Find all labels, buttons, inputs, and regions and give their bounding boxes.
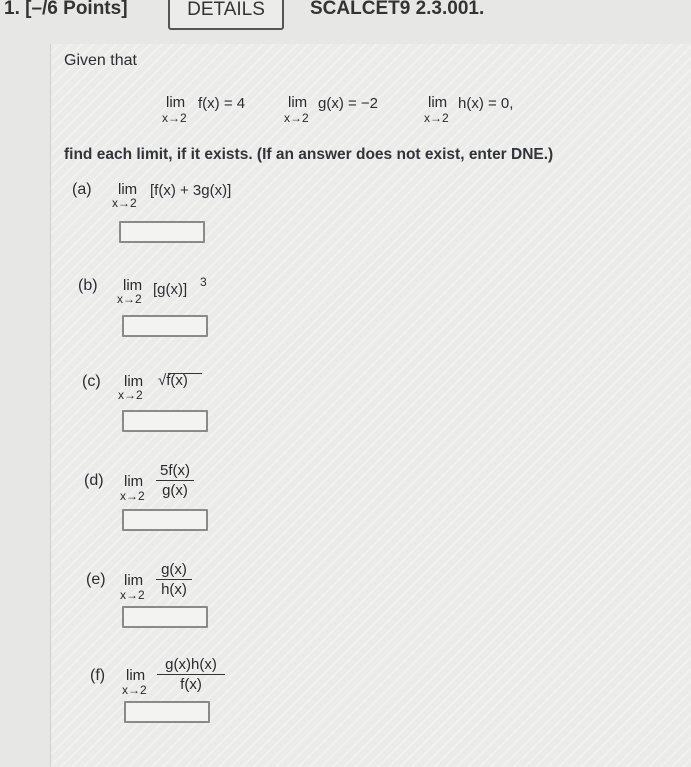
- part-expr: [g(x)]: [153, 281, 188, 298]
- answer-input-b[interactable]: [122, 315, 208, 337]
- lim-subscript: x→2: [284, 111, 309, 125]
- details-button[interactable]: DETAILS: [168, 0, 284, 30]
- answer-input-e[interactable]: [122, 606, 208, 628]
- part-expr: [f(x) + 3g(x)]: [150, 182, 232, 199]
- intro-text: Given that: [64, 52, 137, 69]
- numerator: g(x): [161, 561, 187, 578]
- problem-code: SCALCET9 2.3.001.: [310, 0, 485, 19]
- exponent: 3: [200, 275, 207, 289]
- radical-bar: [168, 373, 202, 374]
- fraction: [156, 561, 192, 598]
- lim-word: lim: [124, 572, 144, 589]
- instructions-text: find each limit, if it exists. (If an answer does not exist, enter DNE.): [64, 146, 554, 163]
- denominator: f(x): [180, 676, 202, 693]
- part-expr: √f(x): [158, 372, 188, 389]
- part-label: (a): [72, 181, 92, 198]
- answer-input-a[interactable]: [119, 221, 205, 243]
- part-label: (c): [82, 373, 101, 390]
- lim-word: lim: [124, 473, 144, 490]
- part-label: (b): [78, 277, 98, 294]
- given-f-expr: f(x) = 4: [198, 95, 246, 112]
- fraction-bar: [156, 579, 192, 580]
- lim-word: lim: [118, 181, 138, 198]
- denominator: h(x): [161, 581, 187, 598]
- lim-word: lim: [428, 94, 448, 111]
- lim-word: lim: [124, 373, 144, 390]
- lim-word: lim: [126, 667, 146, 684]
- lim-subscript: x→2: [162, 111, 187, 125]
- fraction: [156, 462, 194, 499]
- lim-subscript: x→2: [122, 683, 147, 697]
- numerator: g(x)h(x): [165, 656, 217, 673]
- given-h-expr: h(x) = 0,: [458, 95, 514, 112]
- lim-subscript: x→2: [120, 588, 145, 602]
- fraction-bar: [156, 480, 194, 481]
- question-header: [0, 0, 691, 36]
- lim-subscript: x→2: [117, 292, 142, 306]
- numerator: 5f(x): [160, 462, 190, 479]
- points-label: 1. [–/6 Points]: [4, 0, 128, 19]
- answer-input-c[interactable]: [122, 410, 208, 432]
- lim-word: lim: [288, 94, 308, 111]
- lim-subscript: x→2: [424, 111, 449, 125]
- lim-subscript: x→2: [118, 388, 143, 402]
- lim-subscript: x→2: [112, 196, 137, 210]
- part-label: (f): [90, 667, 106, 684]
- lim-subscript: x→2: [120, 489, 145, 503]
- given-g-expr: g(x) = −2: [318, 95, 379, 112]
- part-label: (d): [84, 472, 104, 489]
- fraction-bar: [157, 674, 225, 675]
- lim-word: lim: [123, 277, 143, 294]
- part-label: (e): [86, 571, 106, 588]
- answer-input-d[interactable]: [122, 509, 208, 531]
- lim-word: lim: [166, 94, 186, 111]
- denominator: g(x): [162, 482, 188, 499]
- fraction: [157, 656, 225, 693]
- answer-input-f[interactable]: [124, 701, 210, 723]
